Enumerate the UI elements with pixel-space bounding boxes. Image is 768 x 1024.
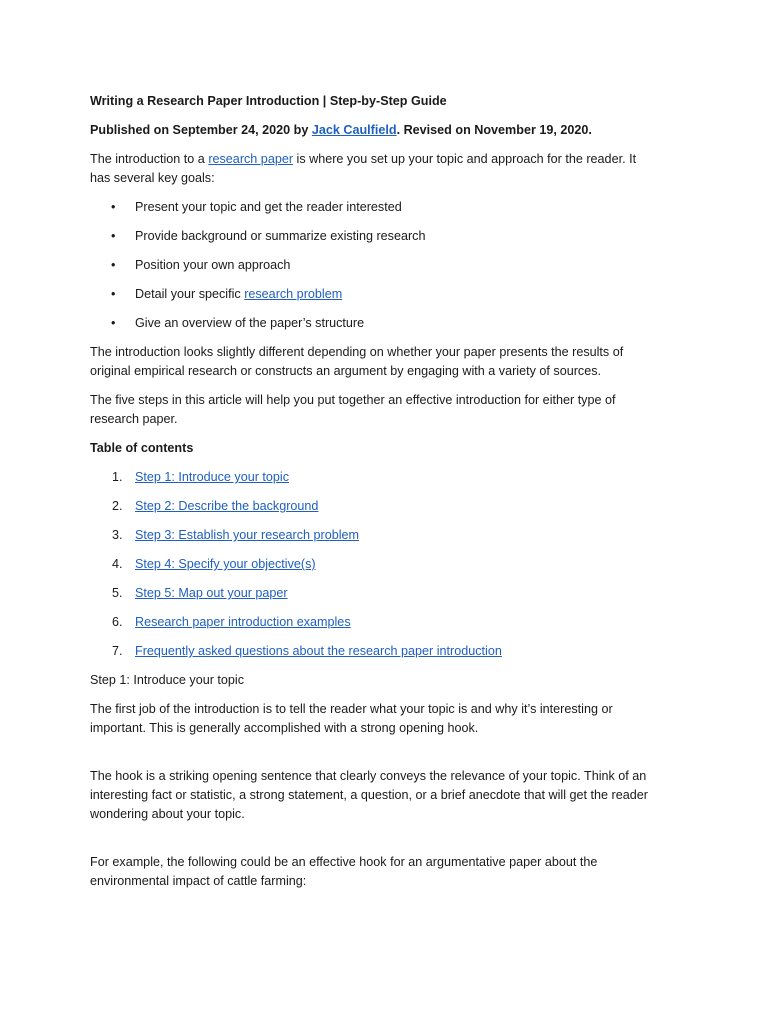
toc-item <box>90 613 650 632</box>
article-title: Writing a Research Paper Introduction | Step-by-Step Guide <box>90 94 447 108</box>
author-link[interactable]: Jack Caulfield <box>311 123 397 137</box>
toc-heading: Table of contents <box>90 441 194 455</box>
bullet-icon: • <box>111 200 116 214</box>
step1-paragraph-2: The hook is a striking opening sentence that clearly conveys the relevance of your topic. Think of an interesting fact or statistic, a strong statement, a question, or a brief anecdote that will get the reader wondering about your topic. <box>90 769 648 821</box>
intro-suffix: is where you set up your topic and approach for the reader. It has several key goals: <box>90 152 637 185</box>
intro-paragraph <box>90 150 650 188</box>
list-item <box>90 227 650 246</box>
toc-item <box>90 642 650 661</box>
toc-item <box>90 555 650 574</box>
toc-item <box>90 468 650 487</box>
table-of-contents <box>90 468 650 661</box>
toc-item <box>90 526 650 545</box>
list-item <box>90 256 650 275</box>
toc-link-step-5[interactable]: Step 5: Map out your paper <box>135 586 288 600</box>
step1-paragraph-1: The first job of the introduction is to tell the reader what your topic is and why it’s interesting or important. This is generally accomplished with a strong opening hook. <box>90 702 613 735</box>
goal-text: Position your own approach <box>135 258 291 272</box>
toc-number: 3. <box>112 528 123 542</box>
goal-text: Present your topic and get the reader interested <box>135 200 402 214</box>
spacer <box>90 748 650 767</box>
bullet-icon: • <box>111 287 116 301</box>
bullet-icon: • <box>111 316 116 330</box>
toc-link-faq[interactable]: Frequently asked questions about the research paper introduction <box>135 644 502 658</box>
toc-link-examples[interactable]: Research paper introduction examples <box>135 615 351 629</box>
step1-heading: Step 1: Introduce your topic <box>90 673 245 687</box>
toc-item <box>90 497 650 516</box>
toc-number: 1. <box>112 470 123 484</box>
toc-item <box>90 584 650 603</box>
article-body <box>90 92 650 901</box>
list-item <box>90 285 650 304</box>
goal-text: Give an overview of the paper’s structure <box>135 316 365 330</box>
spacer <box>90 834 650 853</box>
published-prefix: Published on September 24, 2020 by <box>90 123 312 137</box>
list-item <box>90 314 650 333</box>
toc-link-step-1[interactable]: Step 1: Introduce your topic <box>135 470 290 484</box>
revised-suffix: . Revised on November 19, 2020. <box>396 123 592 137</box>
toc-link-step-3[interactable]: Step 3: Establish your research problem <box>135 528 360 542</box>
five-steps-paragraph: The five steps in this article will help you put together an effective introduction for either type of research paper. <box>90 393 616 426</box>
differs-paragraph: The introduction looks slightly different depending on whether your paper presents the results of original empirical research or constructs an argument by engaging with a variety of sources. <box>90 345 624 378</box>
research-paper-link[interactable]: research paper <box>208 152 294 166</box>
toc-number: 6. <box>112 615 123 629</box>
goal-text: Provide background or summarize existing research <box>135 229 426 243</box>
toc-link-step-4[interactable]: Step 4: Specify your objective(s) <box>135 557 316 571</box>
research-problem-link[interactable]: research problem <box>244 287 343 301</box>
publication-info <box>90 121 650 140</box>
goals-list <box>90 198 650 333</box>
goal-text-prefix: Detail your specific <box>135 287 245 301</box>
bullet-icon: • <box>111 258 116 272</box>
toc-number: 2. <box>112 499 123 513</box>
toc-number: 4. <box>112 557 123 571</box>
intro-prefix: The introduction to a <box>90 152 209 166</box>
toc-link-step-2[interactable]: Step 2: Describe the background <box>135 499 319 513</box>
step1-paragraph-3: For example, the following could be an effective hook for an argumentative paper about the environmental impact of cattle farming: <box>90 855 598 888</box>
toc-number: 5. <box>112 586 123 600</box>
bullet-icon: • <box>111 229 116 243</box>
list-item <box>90 198 650 217</box>
toc-number: 7. <box>112 644 123 658</box>
